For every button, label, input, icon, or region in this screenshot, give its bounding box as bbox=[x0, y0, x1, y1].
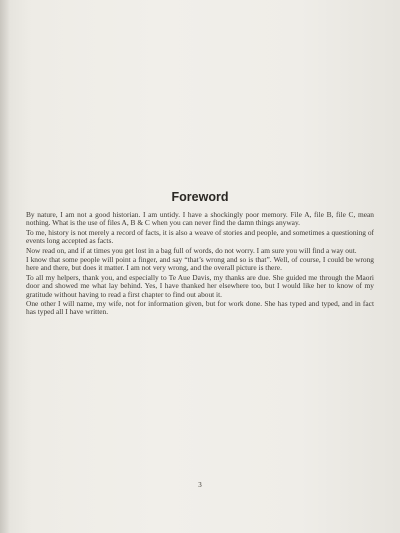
paragraph: One other I will name, my wife, not for information given, but for work done. She has typed and typed, and in fact has typed all I have written. bbox=[26, 299, 374, 317]
foreword-body bbox=[26, 211, 374, 318]
page-heading: Foreword bbox=[171, 190, 229, 204]
paragraph: By nature, I am not a good historian. I am untidy. I have a shockingly poor memory. File A, file B, file C, mean nothing. What is the use of files A, B & C when you can never find the damn things anyway. bbox=[26, 210, 374, 228]
paragraph: I know that some people will point a finger, and say “that’s wrong and so is that”. Well, of course, I could be wrong here and there, but does it matter. I am not very wrong, and the overall picture is there. bbox=[26, 255, 374, 273]
binding-shadow bbox=[0, 0, 10, 533]
paragraph: Now read on, and if at times you get lost in a bag full of words, do not worry. I am sure you will find a way out. bbox=[26, 245, 357, 255]
page-number: 3 bbox=[198, 481, 202, 489]
paragraph: To me, history is not merely a record of facts, it is also a weave of stories and people, and sometimes a questioning of events long accepted as facts. bbox=[26, 227, 374, 246]
paragraph: To all my helpers, thank you, and especially to Te Aue Davis, my thanks are due. She guided me through the Maori door and showed me what lay behind. Yes, I have thanked her elsewhere too, but I would like her to know of my gratitude without having to read a first chapter to find out about it. bbox=[26, 272, 374, 299]
